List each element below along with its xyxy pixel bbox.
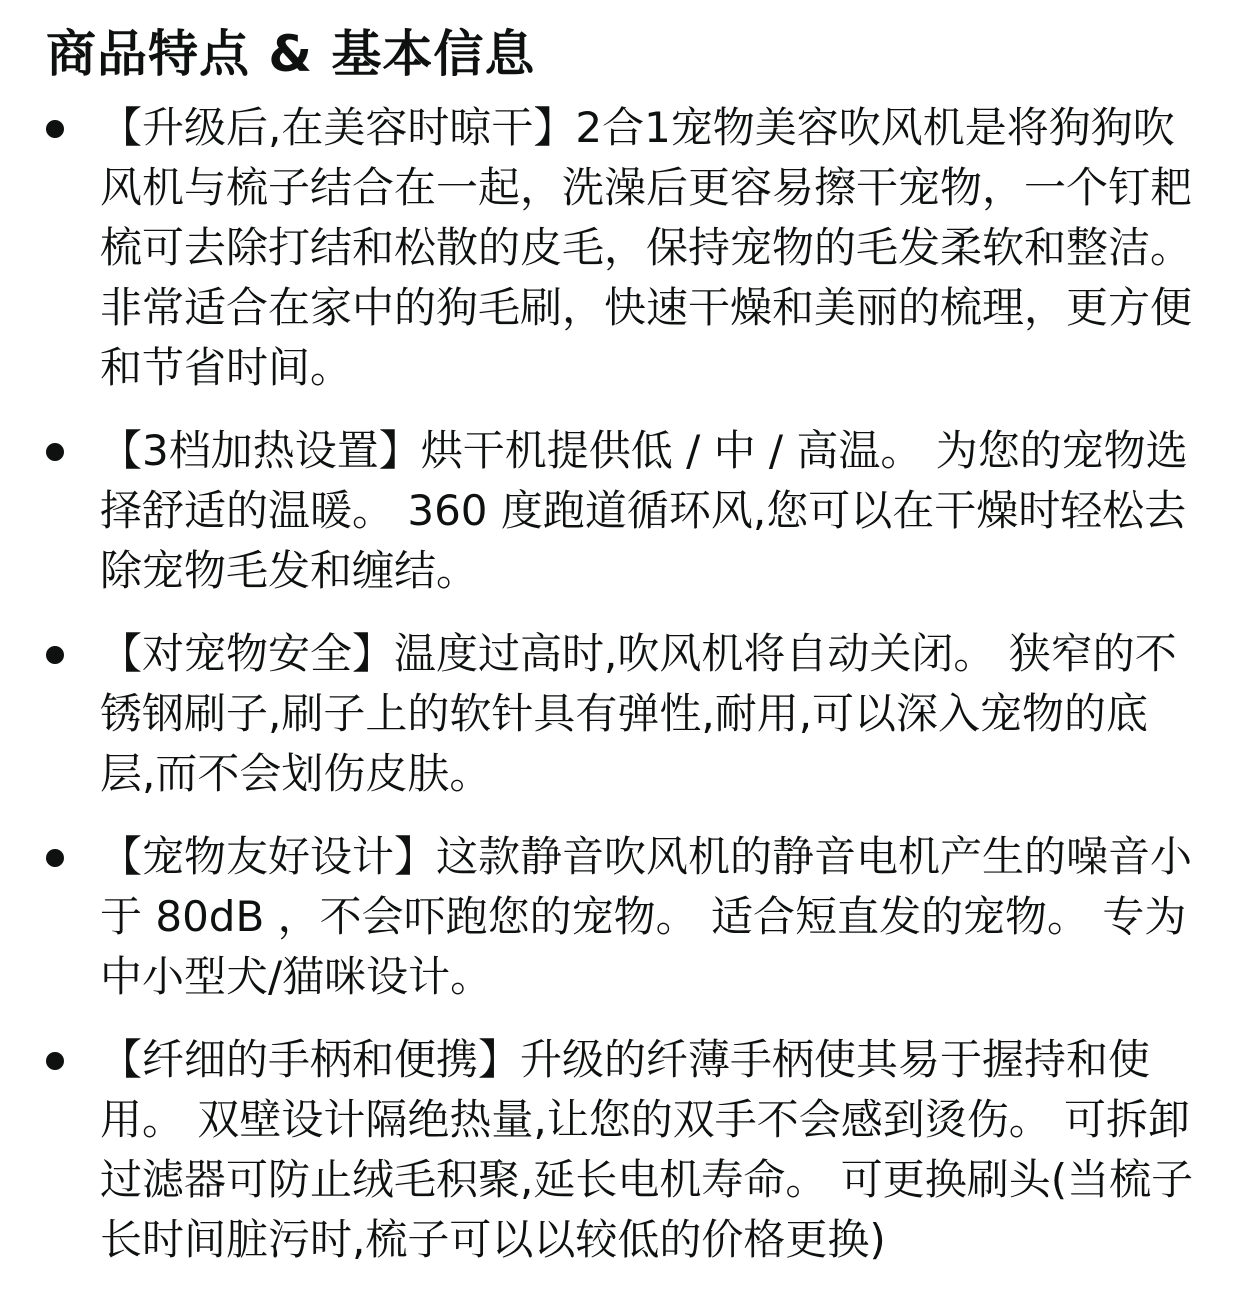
feature-item [46,421,1201,601]
feature-text: 【纤细的手柄和便携】升级的纤薄手柄使其易于握持和使用。 双壁设计隔绝热量,让您的双手不会感到烫伤。 可拆卸过滤器可防止绒毛积聚,延长电机寿命。 可更换刷头(当梳子长时间脏污时,梳子可以以较低的价格更换) [100,1035,1194,1264]
feature-item [46,98,1201,398]
feature-text: 【宠物友好设计】这款静音吹风机的静音电机产生的噪音小于 80dB ，不会吓跑您的宠物。 适合短直发的宠物。 专为中小型犬/猫咪设计。 [100,832,1193,1001]
bullet-icon [46,849,64,867]
feature-item [46,827,1201,1007]
feature-text: 【3档加热设置】烘干机提供低 / 中 / 高温。 为您的宠物选择舒适的温暖。 360 度跑道循环风,您可以在干燥时轻松去除宠物毛发和缠结。 [100,426,1188,595]
feature-text: 【升级后,在美容时晾干】2合1宠物美容吹风机是将狗狗吹风机与梳子结合在一起，洗澡后更容易擦干宠物，一个钉耙梳可去除打结和松散的皮毛，保持宠物的毛发柔软和整洁。 非常适合在家中的狗毛刷，快速干燥和美丽的梳理，更方便和节省时间。 [100,103,1193,392]
feature-item [46,624,1201,804]
bullet-icon [46,646,64,664]
section-title: 商品特点 & 基本信息 [46,25,536,83]
feature-text: 【对宠物安全】温度过高时,吹风机将自动关闭。 狭窄的不锈钢刷子,刷子上的软针具有弹性,耐用,可以深入宠物的底层,而不会划伤皮肤。 [100,629,1177,798]
bullet-icon [46,1052,64,1070]
bullet-icon [46,120,64,138]
feature-list [46,98,1201,1270]
bullet-icon [46,443,64,461]
feature-item [46,1030,1201,1270]
